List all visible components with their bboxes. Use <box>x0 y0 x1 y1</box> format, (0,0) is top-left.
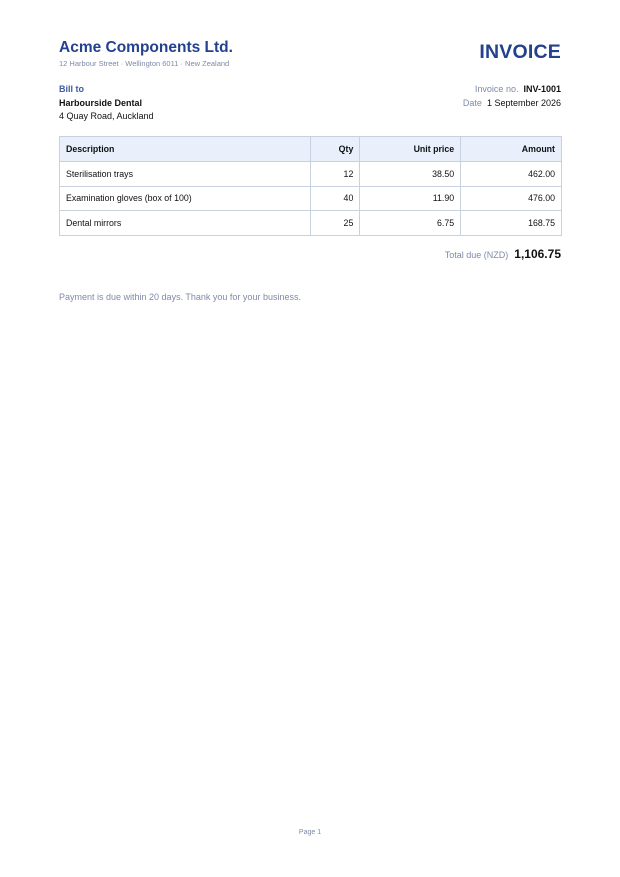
company-name: Acme Components Ltd. <box>59 39 233 56</box>
total-due-value: 1,106.75 <box>514 247 561 261</box>
cell-unit-price: 6.75 <box>360 211 461 236</box>
invoice-date: 1 September 2026 <box>486 97 561 108</box>
cell-description: Sterilisation trays <box>60 162 311 187</box>
column-header-description: Description <box>60 137 311 162</box>
bill-to-block <box>59 83 154 124</box>
total-due <box>445 247 561 261</box>
company-address: 12 Harbour Street · Wellington 6011 · New Zealand <box>59 59 230 68</box>
cell-amount: 462.00 <box>461 162 562 187</box>
bill-to-address: 4 Quay Road, Auckland <box>59 111 154 121</box>
invoice-date-line <box>463 97 561 111</box>
invoice-date-label: Date <box>462 97 482 108</box>
cell-qty: 40 <box>311 186 360 211</box>
page-number: Page 1 <box>298 829 322 836</box>
total-due-label: Total due (NZD) <box>444 250 509 260</box>
table-row <box>60 162 562 187</box>
cell-amount: 476.00 <box>461 186 562 211</box>
document-title: INVOICE <box>479 41 561 63</box>
company-block <box>59 38 233 69</box>
invoice-number-label: Invoice no. <box>474 84 519 94</box>
cell-unit-price: 38.50 <box>360 162 461 187</box>
invoice-number: INV-1001 <box>523 84 561 94</box>
cell-description: Dental mirrors <box>60 211 311 236</box>
column-header-unit-price: Unit price <box>360 137 461 162</box>
cell-description: Examination gloves (box of 100) <box>60 186 311 211</box>
bill-to-label: Bill to <box>59 84 84 94</box>
cell-amount: 168.75 <box>461 211 562 236</box>
cell-qty: 12 <box>311 162 360 187</box>
column-header-qty: Qty <box>311 137 360 162</box>
cell-qty: 25 <box>311 211 360 236</box>
payment-note: Payment is due within 20 days. Thank you for your business. <box>59 292 301 302</box>
table-row <box>60 186 562 211</box>
invoice-meta <box>463 83 561 110</box>
table-header-row <box>60 137 562 162</box>
bill-to-name: Harbourside Dental <box>59 97 143 108</box>
column-header-amount: Amount <box>461 137 562 162</box>
cell-unit-price: 11.90 <box>360 186 461 211</box>
table-row <box>60 211 562 236</box>
invoice-number-line <box>463 83 561 97</box>
line-items-table <box>59 136 562 236</box>
